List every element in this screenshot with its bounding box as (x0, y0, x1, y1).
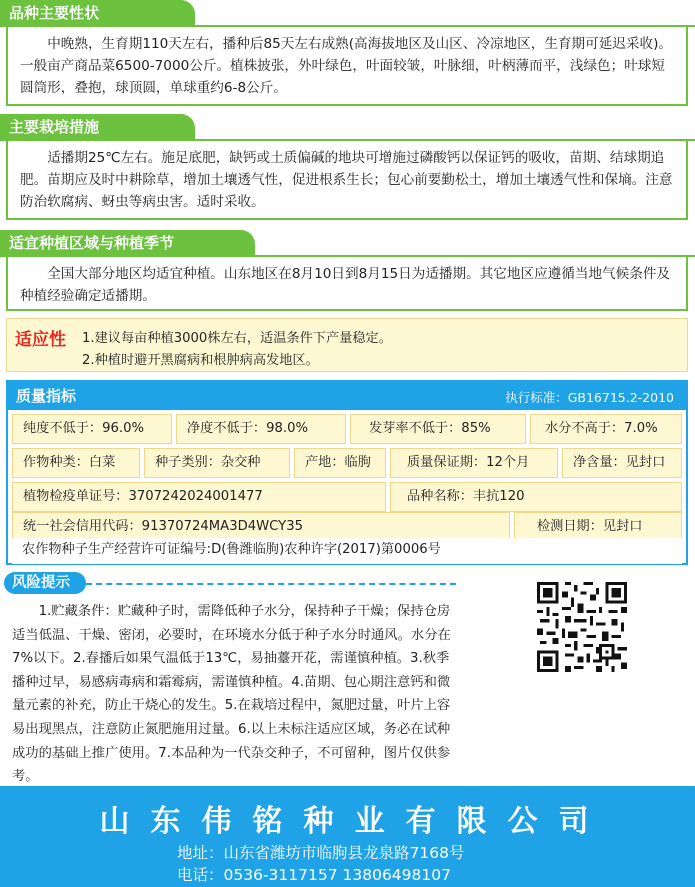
quality-table (6, 380, 688, 565)
qr-code-icon (537, 582, 627, 672)
region-body: 全国大部分地区均适宜种植。山东地区在8月10日到8月15日为适播期。其它地区应遵循当地气候条件及种植经验确定适播期。 (6, 257, 688, 311)
company-footer (0, 786, 695, 887)
adaptability-box (6, 318, 688, 372)
traits-title: 品种主要性状 (0, 0, 195, 27)
cell-purity: 纯度不低于：96.0% (12, 414, 172, 444)
cultivation-title: 主要栽培措施 (0, 114, 195, 141)
cell-origin: 产地：临朐 (294, 448, 386, 478)
cell-warranty: 质量保证期：12个月 (390, 448, 558, 478)
cell-variety: 品种名称：丰抗120 (390, 482, 682, 512)
quality-standard: 执行标准：GB16715.2-2010 (505, 390, 674, 405)
cell-quarantine: 植物检疫单证号：3707242024001477 (12, 482, 386, 512)
cell-net: 净含量：见封口 (562, 448, 682, 478)
adaptability-label: 适应性 (15, 330, 66, 350)
quality-title: 质量指标 (16, 387, 77, 405)
cell-test-date: 检测日期：见封口 (514, 512, 682, 542)
company-phone: 电话：0536-3117157 13806498107 (177, 866, 451, 884)
region-title: 适宜种植区域与种植季节 (0, 230, 255, 257)
company-name: 山东伟铭种业有限公司 (99, 804, 610, 839)
cell-moisture: 水分不高于：7.0% (530, 414, 682, 444)
adaptability-line-1: 1.建议每亩种植3000株左右，适温条件下产量稳定。 (82, 331, 392, 346)
cell-crop: 作物种类：白菜 (12, 448, 140, 478)
adaptability-line-2: 2.种植时避开黑腐病和根肿病高发地区。 (82, 353, 319, 368)
company-address: 地址：山东省潍坊市临朐县龙泉路7168号 (177, 844, 465, 862)
risk-title: 风险提示 (4, 572, 86, 594)
cell-license: 农作物种子生产经营许可证编号:D(鲁潍临朐)农种许字(2017)第0006号 (12, 538, 682, 564)
cultivation-body: 适播期25℃左右。施足底肥，缺钙或土质偏碱的地块可增施过磷酸钙以保证钙的吸收，苗期、结球期追肥。苗期应及时中耕除草，增加土壤透气性，促进根系生长；包心前要勤松土，增加土壤透气性和保墒。注意防治软腐病、蚜虫等病虫害。适时采收。 (6, 141, 688, 220)
cell-germination: 发芽率不低于：85% (350, 414, 526, 444)
risk-divider (86, 583, 456, 585)
cell-seed-type: 种子类别：杂交种 (144, 448, 290, 478)
quality-header (8, 382, 686, 410)
cell-credit-code: 统一社会信用代码：91370724MA3D4WCY35 (12, 512, 510, 542)
risk-body: 1.贮藏条件：贮藏种子时，需降低种子水分，保持种子干燥；保持仓房适当低温、干燥、密闭，必要时，在环境水分低于种子水分时通风。水分在7%以下。2.春播后如果气温低于13℃，易抽薹开花，需谨慎种植。3.秋季播种过早，易感病毒病和霜霉病，需谨慎种植。4.苗期、包心期注意钙和微量元素的补充，防止干烧心的发生。5.在栽培过程中，氮肥过量，叶片上容易出现黑点，注意防止氮肥施用过量。6.以上未标注适应区域，务必在试种成功的基础上推广使用。7.本品种为一代杂交种子，不可留种，图片仅供参考。 (12, 604, 451, 785)
traits-body: 中晚熟，生育期110天左右，播种后85天左右成熟(高海拔地区及山区、冷凉地区，生育期可延迟采收)。一般亩产商品菜6500-7000公斤。植株披张，外叶绿色，叶面较皱，叶脉细，叶柄薄而平，浅绿色；叶球短圆筒形，叠抱，球顶圆，单球重约6-8公斤。 (6, 27, 688, 106)
cell-clarity: 净度不低于：98.0% (176, 414, 346, 444)
